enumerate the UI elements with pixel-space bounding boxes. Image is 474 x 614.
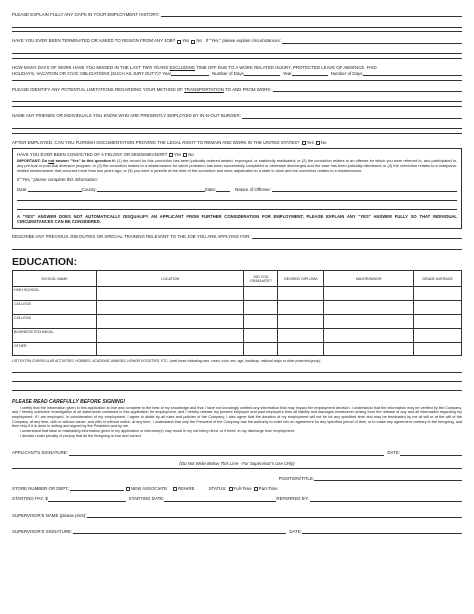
supervisor-name-field[interactable] (87, 513, 462, 518)
days-2-label: Number of Days (330, 70, 363, 76)
rehire-label: REHIRE (178, 486, 195, 492)
starting-date-label: STARTING DATE: (128, 496, 165, 502)
terminated-label: HAVE YOU EVER BEEN TERMINATED OR ASKED TO RESIGN FROM ANY JOB? (12, 38, 176, 44)
transport-extra-line[interactable] (12, 94, 462, 102)
row-label[interactable]: OTHER (13, 342, 97, 356)
days-1-label: Number of Days (212, 70, 244, 76)
position-row (12, 476, 462, 481)
duties-extra-line[interactable] (12, 241, 462, 250)
supervisor-signature-field[interactable] (73, 529, 286, 534)
terminated-explain-line[interactable] (282, 39, 462, 44)
row-label[interactable]: BUSINESS/TECHNICAL (13, 328, 97, 342)
supervisor-date-field[interactable] (302, 529, 462, 534)
table-row (13, 328, 462, 342)
transport-label-1: PLEASE IDENTIFY ANY POTENTIAL LIMITATIONS REGARDING YOUR METHOD OF (12, 87, 183, 93)
supervisor-date-label: DATE: (289, 529, 302, 535)
felony-state-label: State: (204, 186, 217, 192)
rehire-checkbox[interactable] (173, 487, 177, 491)
transport-label-underlined: TRANSPORTATION (184, 87, 224, 93)
felony-nature-field[interactable] (272, 187, 457, 192)
part-time-label: Part-Time (258, 486, 278, 492)
starting-pay-field[interactable] (48, 497, 126, 502)
supervisor-name-row (12, 513, 462, 518)
new-associate-label: NEW ASSOCIATE (130, 486, 168, 492)
missed-work-label-2: TIME OFF DUE TO A WORK RELATED INJURY, PROTECTED LEAVE OF ABSENCE, PAID (196, 64, 377, 70)
store-field[interactable] (70, 486, 124, 491)
felony-label: HAVE YOU EVER BEEN CONVICTED OF A FELONY OR MISDEMEANOR? (17, 151, 168, 157)
row-label[interactable]: COLLEGE (13, 315, 97, 329)
table-row (13, 342, 462, 356)
felony-extra-line[interactable] (17, 201, 457, 210)
relatives-question (12, 113, 462, 118)
important-not: not (48, 158, 55, 164)
terminated-yes-checkbox[interactable] (177, 40, 181, 44)
felony-state-field[interactable] (216, 187, 230, 192)
missed-work-label-3: HOLIDAYS, VACATION OR CIVIC OBLIGATIONS (SUCH AS JURY DUTY)? Year (12, 70, 172, 76)
applicant-signature-field[interactable] (69, 451, 384, 456)
missed-work-question (12, 65, 462, 77)
starting-date-field[interactable] (164, 497, 276, 502)
divider (12, 80, 462, 81)
divider (12, 468, 462, 469)
documentation-yes-checkbox[interactable] (302, 141, 306, 145)
relatives-extra-line[interactable] (12, 121, 462, 129)
felony-box (12, 148, 462, 229)
terminated-question (12, 38, 462, 43)
terminated-extra-line[interactable] (12, 46, 462, 54)
supervisor-only-note: (Do Not Write Below This Line - For Supervisor's Use Only) (179, 460, 295, 466)
pay-row (12, 496, 462, 501)
table-row (13, 315, 462, 329)
relatives-label: NAME ANY FRIENDS OR INDIVIDUALS YOU KNOW WHO ARE PRESENTLY EMPLOYED BY IN-N-OUT BURGER: (12, 113, 241, 119)
supervisor-signature-row (12, 529, 462, 534)
activities-line[interactable] (12, 382, 462, 391)
row-label[interactable]: HIGH SCHOOL (13, 287, 97, 301)
felony-date-field[interactable] (28, 187, 82, 192)
perjury-paragraph: I declare under penalty of perjury that all the foregoing is true and correct. (20, 433, 142, 438)
important-label-2: answer "Yes" to this question if: (55, 158, 116, 164)
duties-question (12, 234, 462, 239)
header-school-name: SCHOOL NAME (13, 271, 97, 287)
important-body: (1) the record for this conviction has been judicially ordered sealed, expunged, or statutorily eradicated; or (2) the conviction relates to an offense for which you were referred to, and participated in, any pre-trial or post-trial diversion program; or (3) the conviction relates to a misdemeanor for which probation has been successfully completed or otherwise discharged and the case has been judicially dismissed; or (4) the conviction relates to a marijuana-related misdemeanor that occurred more than two years ago; or (5) you were a juvenile at the time of the conviction and were adjudicated in a state in Utah and the conviction relates to a misdemeanor. (17, 158, 457, 173)
store-row (12, 486, 462, 491)
gaps-answer-line[interactable] (161, 12, 462, 17)
education-table (12, 270, 462, 356)
header-location: LOCATION (96, 271, 244, 287)
applicant-date-label: DATE: (387, 450, 400, 456)
row-label[interactable]: COLLEGE (13, 301, 97, 315)
table-row (13, 287, 462, 301)
year-2-field[interactable] (292, 71, 328, 76)
felony-important-text (17, 159, 457, 173)
yes-label: Yes (306, 139, 314, 145)
transport-label-2: TO AND FROM WORK: (225, 87, 272, 93)
header-major: MAJOR/MINOR (324, 271, 414, 287)
documentation-question (12, 140, 462, 145)
table-row (13, 301, 462, 315)
felony-disclaimer: A "YES" ANSWER DOES NOT AUTOMATICALLY DISQUALIFY AN APPLICANT FROM FURTHER CONSIDERATION FOR EMPLOYMENT. PLEASE EXPLAIN ANY "YES" ANSWER FULLY SO THAT INDIVIDUAL CIRCUMSTANCES CAN BE CONSIDERED. (17, 214, 457, 225)
felony-extra-line[interactable] (17, 192, 457, 201)
gaps-extra-line[interactable] (12, 19, 462, 28)
felony-no-checkbox[interactable] (183, 153, 187, 157)
no-label: No (188, 151, 194, 157)
position-label: POSITION/TITLE: (278, 475, 314, 481)
position-field[interactable] (314, 476, 462, 481)
applicant-signature-label: APPLICANT'S SIGNATURE: (12, 450, 68, 456)
referred-by-field[interactable] (310, 497, 462, 502)
divider (12, 31, 462, 32)
false-information-paragraph: I understand that false or misleading information given in my application or interview(s) may result in my not being hired, or if hired, in my discharge from employment. (20, 428, 295, 433)
felony-county-field[interactable] (97, 187, 205, 192)
transport-question (12, 87, 462, 92)
relatives-answer-line[interactable] (242, 114, 462, 119)
duties-answer-line[interactable] (252, 234, 462, 239)
gaps-question (12, 12, 462, 17)
yes-label: Yes (174, 151, 182, 157)
year-1-field[interactable] (171, 71, 209, 76)
missed-work-excluding: EXCLUDING (169, 64, 196, 70)
transport-answer-line[interactable] (273, 87, 462, 92)
days-1-field[interactable] (244, 71, 280, 76)
documentation-no-checkbox[interactable] (316, 141, 320, 145)
education-header-row (13, 271, 462, 287)
applicant-date-field[interactable] (400, 451, 462, 456)
days-2-field[interactable] (363, 71, 462, 76)
duties-label: DESCRIBE ANY PREVIOUS JOB DUTIES OR SPECIAL TRAINING RELEVANT TO THE JOB YOU ARE APPLYING FOR: (12, 233, 251, 239)
education-title: EDUCATION: (12, 255, 78, 268)
supervisor-signature-label: SUPERVISOR'S SIGNATURE: (12, 529, 73, 535)
read-carefully-title: PLEASE READ CAREFULLY BEFORE SIGNING! (12, 398, 126, 405)
status-label: STATUS: (208, 486, 227, 492)
header-degree: DEGREE/ DIPLOMA (278, 271, 324, 287)
header-grade-average: GRADE AVERAGE (414, 271, 462, 287)
starting-pay-label: STARTING PAY: $ (12, 496, 48, 502)
store-label: STORE NUMBER OR DEPT.: (12, 486, 70, 492)
terminated-explain-label: If "Yes," please explain circumstances: (205, 38, 281, 44)
activities-label: LIST EXTRA CURRICULAR ACTIVITIES, HOBBIES, ACADEMIC AWARDS, HONOR SOCIETIES, ETC. (omit those indicating race, creed, color, sex, age, handicap, national origin or other protected group) (12, 359, 321, 364)
applicant-signature-row (12, 450, 462, 455)
documentation-label: AFTER EMPLOYED, CAN YOU FURNISH DOCUMENTATION PROVING THE LEGAL RIGHT TO REMAIN AND WORK IN THE UNITED STATES? (12, 139, 300, 145)
gaps-label: PLEASE EXPLAIN FULLY ANY GAPS IN YOUR EMPLOYMENT HISTORY: (12, 12, 160, 17)
divider (12, 133, 462, 134)
new-associate-checkbox[interactable] (126, 487, 130, 491)
header-graduate: DID YOU GRADUATE? (244, 271, 278, 287)
terminated-no-checkbox[interactable] (191, 40, 195, 44)
full-time-label: Full-Time (233, 486, 252, 492)
activities-line[interactable] (12, 373, 462, 382)
felony-complete-label: If "Yes," please complete this information: (17, 176, 98, 182)
certification-paragraph: I certify that the information given in this application is true and complete to the best of my knowledge and that I have not knowingly omitted any information that may impact the employment decision. I understand that the information may be verified by the Company, and I hereby authorize investigation of all statements contained in this application for employment, and I hereby release my present employer and past employers from all liability and damages whatsoever arising from the release of any and all information regarding my employment. If I am employed, in consideration of my employment, I agree to abide by all rules and policies of the Company. I also agree that the duration of my employment will not be for any specified term and may be terminated by me at will or at the will of the Company, at any time, with or without cause, and with or without notice, at any time. I understand that only the President of the Company has the authority to enter into an agreement for any specified period of time, or to make any agreement contrary to the foregoing, and then only if it is done in writing and signed by the President and by me. (12, 405, 462, 429)
missed-work-label-1: HOW MANY DAYS OF WORK HAVE YOU MISSED IN THE LAST TWO YEARS (12, 64, 169, 70)
activities-line[interactable] (12, 364, 462, 373)
divider (12, 106, 462, 107)
full-time-checkbox[interactable] (229, 487, 233, 491)
important-label: IMPORTANT: Do (17, 158, 48, 164)
no-label: No (320, 139, 327, 145)
no-label: No (196, 38, 202, 44)
yes-label: Yes (182, 38, 190, 44)
felony-county-label: County: (81, 186, 97, 192)
year-2-label: Year (282, 70, 292, 76)
part-time-checkbox[interactable] (254, 487, 258, 491)
felony-date-label: Date: (17, 186, 28, 192)
divider (12, 58, 462, 59)
felony-yes-checkbox[interactable] (169, 153, 173, 157)
referred-by-label: REFERRED BY: (276, 496, 309, 502)
supervisor-name-label: SUPERVISOR'S NAME (please print): (12, 512, 87, 518)
felony-nature-label: Nature of Offense: (235, 186, 271, 192)
